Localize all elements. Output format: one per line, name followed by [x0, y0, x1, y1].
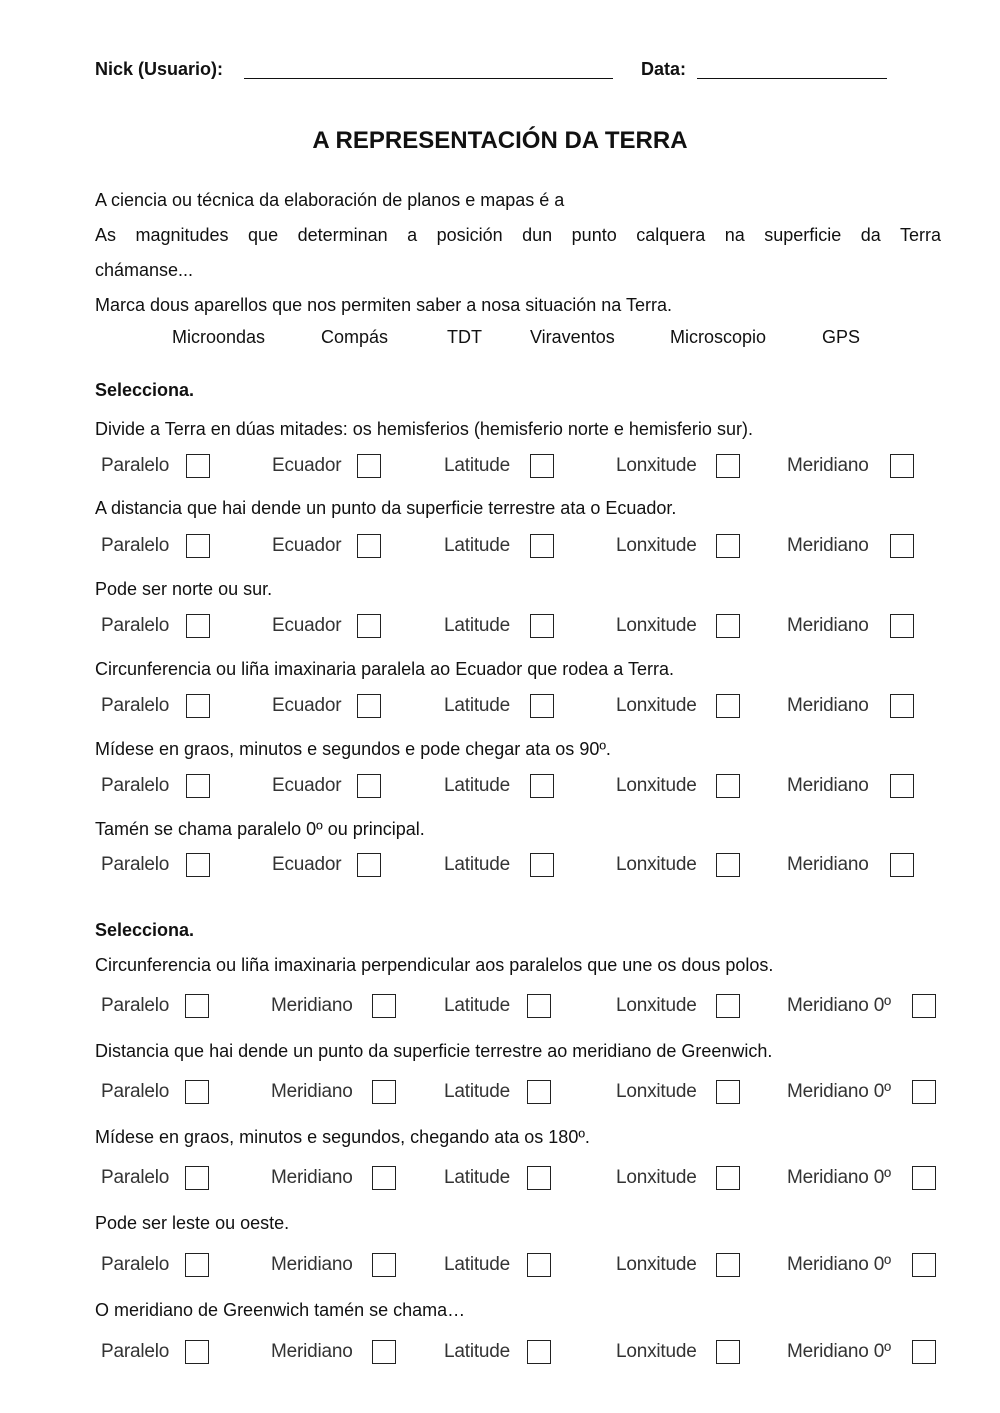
option-label: Ecuador [272, 455, 342, 476]
section-1-q3-paralelo-checkbox[interactable] [186, 614, 210, 638]
option-label: Meridiano [271, 1081, 353, 1102]
section-1-q6-meridiano-checkbox[interactable] [890, 853, 914, 877]
section-1-question-2: A distancia que hai dende un punto da superficie terrestre ata o Ecuador. [95, 498, 677, 518]
section-2-question-5: O meridiano de Greenwich tamén se chama… [95, 1300, 466, 1320]
section-1-q5-paralelo-checkbox[interactable] [186, 774, 210, 798]
device-option-microscopio[interactable]: Microscopio [670, 327, 767, 347]
option-label: Ecuador [272, 775, 342, 796]
option-label: Latitude [444, 1341, 511, 1362]
section-1-q5-latitude-checkbox[interactable] [530, 774, 554, 798]
section-1-q3-ecuador-checkbox[interactable] [357, 614, 381, 638]
section-2-q4-latitude-checkbox[interactable] [527, 1253, 551, 1277]
intro-question-3: Marca dous aparellos que nos permiten saber a nosa situación na Terra. [95, 295, 673, 315]
option-label: Paralelo [101, 535, 170, 556]
option-label: Meridiano 0º [787, 1341, 891, 1362]
option-label: Ecuador [272, 854, 342, 875]
option-label: Meridiano [787, 535, 869, 556]
section-1-q6-paralelo-checkbox[interactable] [186, 853, 210, 877]
section-2-question-2: Distancia que hai dende un punto da superficie terrestre ao meridiano de Greenwich. [95, 1041, 773, 1061]
section-2-q3-meridiano-checkbox[interactable] [372, 1166, 396, 1190]
option-label: Lonxitude [616, 615, 697, 636]
section-1-q6-latitude-checkbox[interactable] [530, 853, 554, 877]
option-label: Lonxitude [616, 854, 697, 875]
option-label: Latitude [444, 1167, 511, 1188]
section-2-q5-paralelo-checkbox[interactable] [185, 1340, 209, 1364]
option-label: Meridiano [271, 1167, 353, 1188]
option-label: Ecuador [272, 535, 342, 556]
section-2-heading: Selecciona. [95, 920, 195, 940]
section-2-q3-latitude-checkbox[interactable] [527, 1166, 551, 1190]
section-2-q1-meridiano-0-checkbox[interactable] [912, 994, 936, 1018]
option-label: Meridiano [271, 1254, 353, 1275]
option-label: Latitude [444, 995, 511, 1016]
section-2-q4-meridiano-0-checkbox[interactable] [912, 1253, 936, 1277]
section-1-q1-ecuador-checkbox[interactable] [357, 454, 381, 478]
section-1-q1-meridiano-checkbox[interactable] [890, 454, 914, 478]
option-label: Meridiano 0º [787, 1254, 891, 1275]
option-label: Paralelo [101, 455, 170, 476]
intro-question-2-line-1: As magnitudes que determinan a posición dun punto calquera na superficie da Terra [95, 225, 941, 245]
section-2-q2-paralelo-checkbox[interactable] [185, 1080, 209, 1104]
section-1-q2-lonxitude-checkbox[interactable] [716, 534, 740, 558]
section-1-q5-meridiano-checkbox[interactable] [890, 774, 914, 798]
section-1-q4-lonxitude-checkbox[interactable] [716, 694, 740, 718]
option-label: Meridiano 0º [787, 995, 891, 1016]
section-2-q5-lonxitude-checkbox[interactable] [716, 1340, 740, 1364]
section-2-q3-meridiano-0-checkbox[interactable] [912, 1166, 936, 1190]
date-input-line[interactable] [697, 60, 887, 79]
intro-question-2-line-2: chámanse... [95, 260, 194, 280]
option-label: Paralelo [101, 854, 170, 875]
option-label: Latitude [444, 1254, 511, 1275]
section-2-q1-latitude-checkbox[interactable] [527, 994, 551, 1018]
option-label: Latitude [444, 775, 511, 796]
option-label: Meridiano 0º [787, 1081, 891, 1102]
section-2-q1-meridiano-checkbox[interactable] [372, 994, 396, 1018]
section-2-q5-meridiano-0-checkbox[interactable] [912, 1340, 936, 1364]
option-label: Meridiano [271, 995, 353, 1016]
section-1-q5-ecuador-checkbox[interactable] [357, 774, 381, 798]
option-label: Latitude [444, 695, 511, 716]
section-2-question-3: Mídese en graos, minutos e segundos, chegando ata os 180º. [95, 1127, 590, 1147]
device-option-compas[interactable]: Compás [321, 327, 389, 347]
option-label: Meridiano [787, 455, 869, 476]
option-label: Meridiano [787, 775, 869, 796]
section-1-q2-ecuador-checkbox[interactable] [357, 534, 381, 558]
section-1-q1-latitude-checkbox[interactable] [530, 454, 554, 478]
date-label: Data: [641, 59, 687, 79]
section-1-q4-paralelo-checkbox[interactable] [186, 694, 210, 718]
section-1-q2-latitude-checkbox[interactable] [530, 534, 554, 558]
section-2-q5-meridiano-checkbox[interactable] [372, 1340, 396, 1364]
option-label: Paralelo [101, 775, 170, 796]
section-2-q2-lonxitude-checkbox[interactable] [716, 1080, 740, 1104]
option-label: Paralelo [101, 615, 170, 636]
section-2-q4-lonxitude-checkbox[interactable] [716, 1253, 740, 1277]
option-label: Meridiano [787, 615, 869, 636]
option-label: Lonxitude [616, 775, 697, 796]
option-label: Lonxitude [616, 455, 697, 476]
section-2-question-1: Circunferencia ou liña imaxinaria perpendicular aos paralelos que une os dous polos. [95, 955, 774, 975]
option-label: Meridiano [271, 1341, 353, 1362]
option-label: Paralelo [101, 1081, 170, 1102]
section-1-q6-lonxitude-checkbox[interactable] [716, 853, 740, 877]
section-2-q2-latitude-checkbox[interactable] [527, 1080, 551, 1104]
option-label: Latitude [444, 1081, 511, 1102]
option-label: Ecuador [272, 695, 342, 716]
section-1-q4-meridiano-checkbox[interactable] [890, 694, 914, 718]
section-1-q1-paralelo-checkbox[interactable] [186, 454, 210, 478]
option-label: Lonxitude [616, 1254, 697, 1275]
section-2-q2-meridiano-checkbox[interactable] [372, 1080, 396, 1104]
nick-label: Nick (Usuario): [95, 59, 224, 79]
option-label: Lonxitude [616, 1341, 697, 1362]
option-label: Meridiano [787, 854, 869, 875]
section-1-question-6: Tamén se chama paralelo 0º ou principal. [95, 819, 425, 839]
section-1-question-5: Mídese en graos, minutos e segundos e pode chegar ata os 90º. [95, 739, 611, 759]
section-2-q2-meridiano-0-checkbox[interactable] [912, 1080, 936, 1104]
option-label: Latitude [444, 615, 511, 636]
device-option-gps[interactable]: GPS [822, 327, 861, 347]
option-label: Meridiano 0º [787, 1167, 891, 1188]
section-2-q4-meridiano-checkbox[interactable] [372, 1253, 396, 1277]
nick-input-line[interactable] [244, 60, 613, 79]
section-2-q1-paralelo-checkbox[interactable] [185, 994, 209, 1018]
section-1-q4-ecuador-checkbox[interactable] [357, 694, 381, 718]
section-1-q6-ecuador-checkbox[interactable] [357, 853, 381, 877]
section-1-q1-lonxitude-checkbox[interactable] [716, 454, 740, 478]
section-1-q3-meridiano-checkbox[interactable] [890, 614, 914, 638]
section-1-question-1: Divide a Terra en dúas mitades: os hemisferios (hemisferio norte e hemisferio sur). [95, 419, 753, 439]
device-option-microondas[interactable]: Microondas [172, 327, 266, 347]
section-1-q4-latitude-checkbox[interactable] [530, 694, 554, 718]
option-label: Latitude [444, 455, 511, 476]
section-2-question-4: Pode ser leste ou oeste. [95, 1213, 290, 1233]
intro-question-1: A ciencia ou técnica da elaboración de planos e mapas é a [95, 190, 565, 210]
option-label: Ecuador [272, 615, 342, 636]
section-2-q1-lonxitude-checkbox[interactable] [716, 994, 740, 1018]
section-1-question-3: Pode ser norte ou sur. [95, 579, 273, 599]
option-label: Paralelo [101, 995, 170, 1016]
section-2-q5-latitude-checkbox[interactable] [527, 1340, 551, 1364]
option-label: Latitude [444, 854, 511, 875]
option-label: Lonxitude [616, 1167, 697, 1188]
section-2-q3-paralelo-checkbox[interactable] [185, 1166, 209, 1190]
section-1-heading: Selecciona. [95, 380, 195, 400]
section-1-q2-meridiano-checkbox[interactable] [890, 534, 914, 558]
option-label: Paralelo [101, 1167, 170, 1188]
section-1-q5-lonxitude-checkbox[interactable] [716, 774, 740, 798]
device-option-viraventos[interactable]: Viraventos [530, 327, 615, 347]
option-label: Lonxitude [616, 695, 697, 716]
page-title: A REPRESENTACIÓN DA TERRA [312, 127, 688, 154]
option-label: Lonxitude [616, 995, 697, 1016]
option-label: Paralelo [101, 1254, 170, 1275]
section-2-q3-lonxitude-checkbox[interactable] [716, 1166, 740, 1190]
section-1-q2-paralelo-checkbox[interactable] [186, 534, 210, 558]
section-2-q4-paralelo-checkbox[interactable] [185, 1253, 209, 1277]
section-1-q3-latitude-checkbox[interactable] [530, 614, 554, 638]
section-1-question-4: Circunferencia ou liña imaxinaria paralela ao Ecuador que rodea a Terra. [95, 659, 675, 679]
option-label: Lonxitude [616, 535, 697, 556]
section-1-q3-lonxitude-checkbox[interactable] [716, 614, 740, 638]
option-label: Paralelo [101, 1341, 170, 1362]
option-label: Meridiano [787, 695, 869, 716]
option-label: Latitude [444, 535, 511, 556]
option-label: Lonxitude [616, 1081, 697, 1102]
option-label: Paralelo [101, 695, 170, 716]
device-option-tdt[interactable]: TDT [447, 327, 482, 347]
